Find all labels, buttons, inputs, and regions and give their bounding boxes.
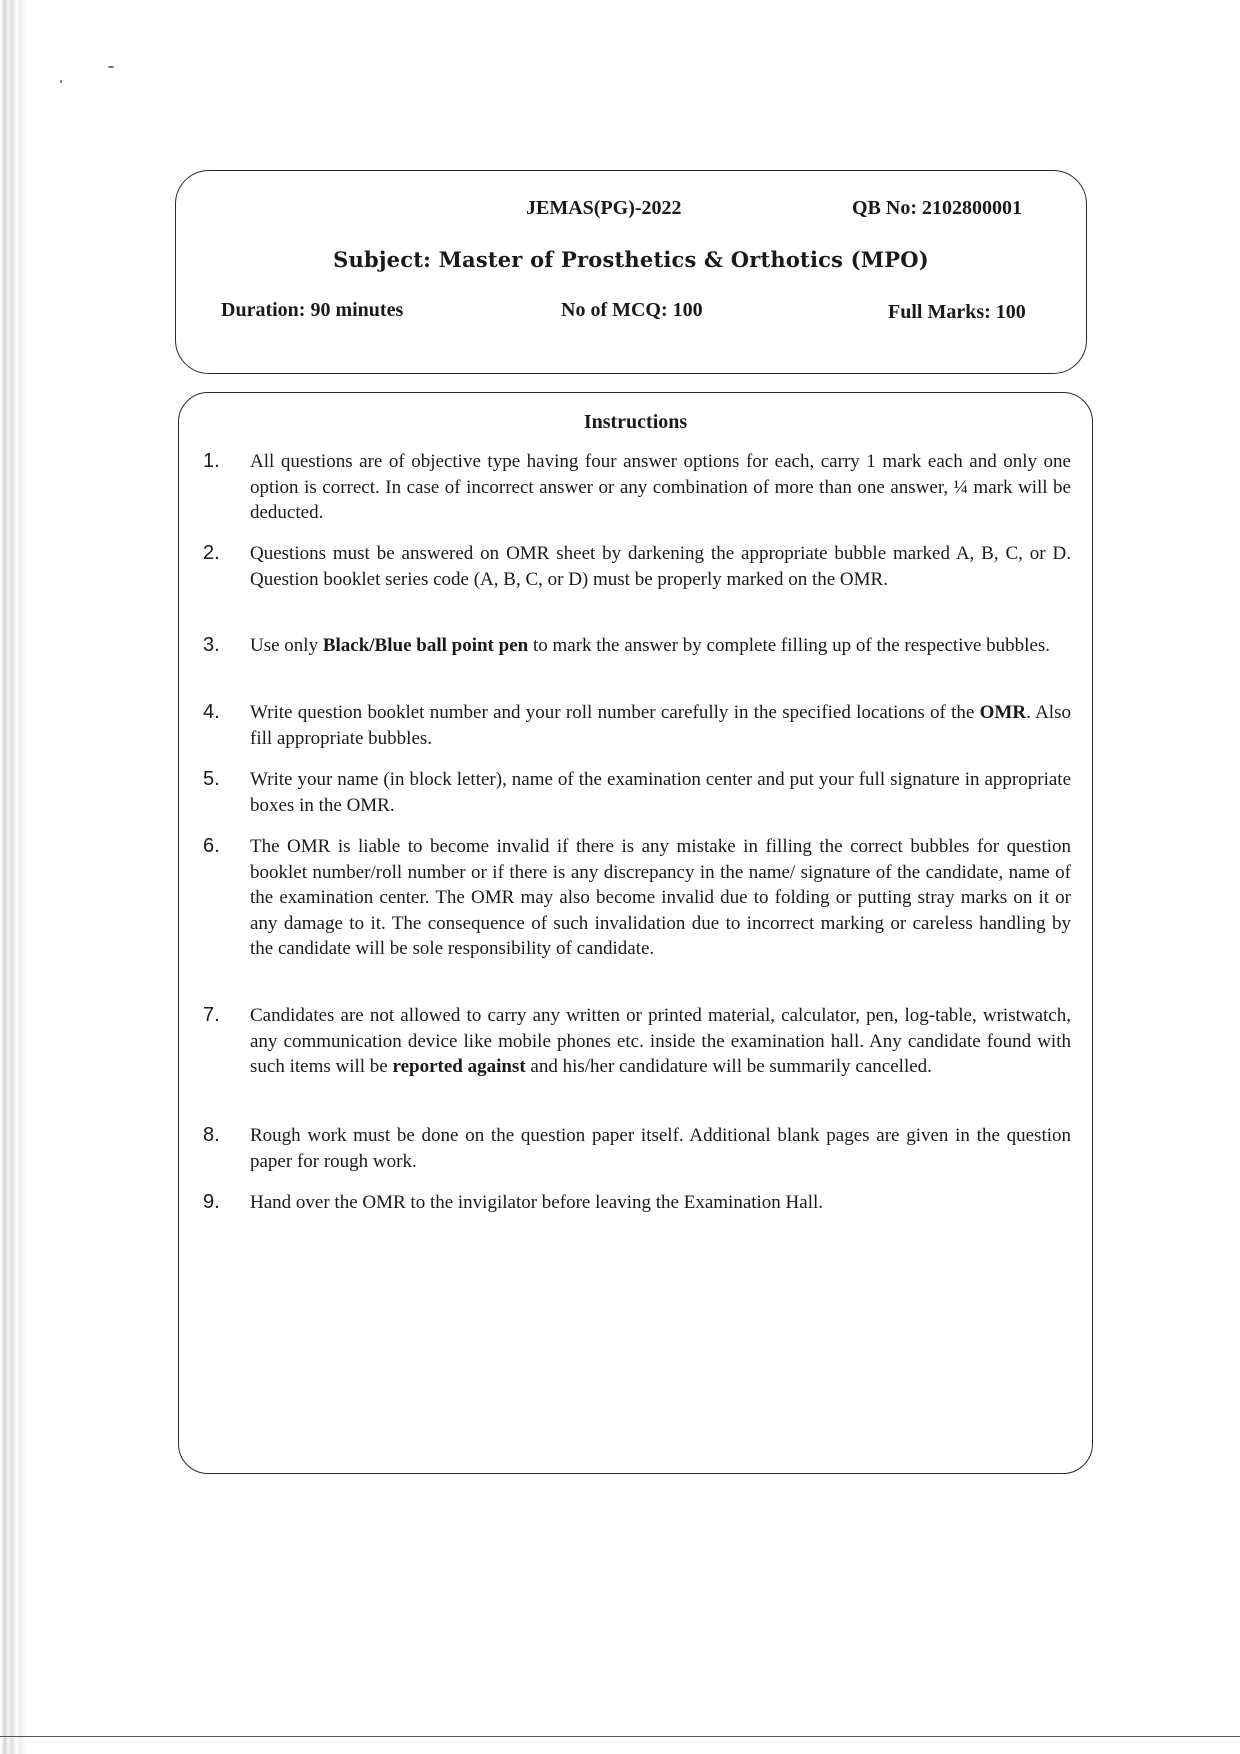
bold-omr: OMR <box>979 702 1027 723</box>
instruction-number: 7. <box>203 1004 220 1026</box>
instruction-text: Write your name (in block letter), name of the examination center and put your full signature in appropriate boxes in the OMR. <box>250 769 1071 816</box>
instruction-number: 9. <box>203 1191 220 1213</box>
instruction-text: Rough work must be done on the question paper itself. Additional blank pages are given in the question paper for rough work. <box>250 1125 1071 1172</box>
instructions-box <box>178 392 1093 1474</box>
exam-name: JEMAS(PG)-2022 <box>526 197 682 219</box>
full-marks: Full Marks: 100 <box>888 301 1026 323</box>
scan-speck <box>108 66 114 68</box>
instruction-text: Write question booklet number and your roll number carefully in the specified locations of the OMR. Also fill appropriate bubbles. <box>250 702 1071 749</box>
instruction-text: Candidates are not allowed to carry any written or printed material, calculator, pen, log-table, wristwatch, any communication device like mobile phones etc. inside the examination hall. Any candidate found with such items will be reported against and his/her candidature will be summarily cancelled. <box>250 1005 1071 1077</box>
exam-duration: Duration: 90 minutes <box>221 299 404 321</box>
question-booklet-number: QB No: 2102800001 <box>852 197 1022 219</box>
instruction-text: Use only Black/Blue ball point pen to mark the answer by complete filling up of the respective bubbles. <box>250 635 1051 656</box>
instruction-text: Questions must be answered on OMR sheet by darkening the appropriate bubble marked A, B, C, or D. Question booklet series code (A, B, C, or D) must be properly marked on the OMR. <box>250 543 1071 590</box>
instruction-text: Hand over the OMR to the invigilator before leaving the Examination Hall. <box>250 1192 824 1213</box>
instruction-number: 5. <box>203 768 220 790</box>
instruction-text: All questions are of objective type having four answer options for each, carry 1 mark each and only one option is correct. In case of incorrect answer or any combination of more than one answer, ¼ mark will be deducted. <box>250 451 1071 523</box>
page-bottom-rule <box>0 1736 1240 1737</box>
bold-reported-against: reported against <box>392 1056 526 1077</box>
instructions-title: Instructions <box>583 411 688 433</box>
mcq-count: No of MCQ: 100 <box>561 299 703 321</box>
bold-pen-note: Black/Blue ball point pen <box>322 635 529 656</box>
instruction-number: 4. <box>203 701 220 723</box>
scan-speck <box>60 80 62 83</box>
exam-header-box <box>175 170 1087 374</box>
instruction-number: 8. <box>203 1124 220 1146</box>
subject-title: Subject: Master of Prosthetics & Orthotics (MPO) <box>333 247 929 272</box>
instruction-number: 2. <box>203 542 220 564</box>
scan-edge-artifact <box>0 0 26 1754</box>
instruction-number: 6. <box>203 835 220 857</box>
instruction-number: 3. <box>203 634 220 656</box>
instruction-text: The OMR is liable to become invalid if there is any mistake in filling the correct bubbles for question booklet number/roll number or if there is any discrepancy in the name/ signature of the candidate, name of the examination center. The OMR may also become invalid due to folding or putting stray marks on it or any damage to it. The consequence of such invalidation due to incorrect marking or careless handling by the candidate will be sole responsibility of candidate. <box>250 836 1071 959</box>
instruction-number: 1. <box>203 450 220 472</box>
